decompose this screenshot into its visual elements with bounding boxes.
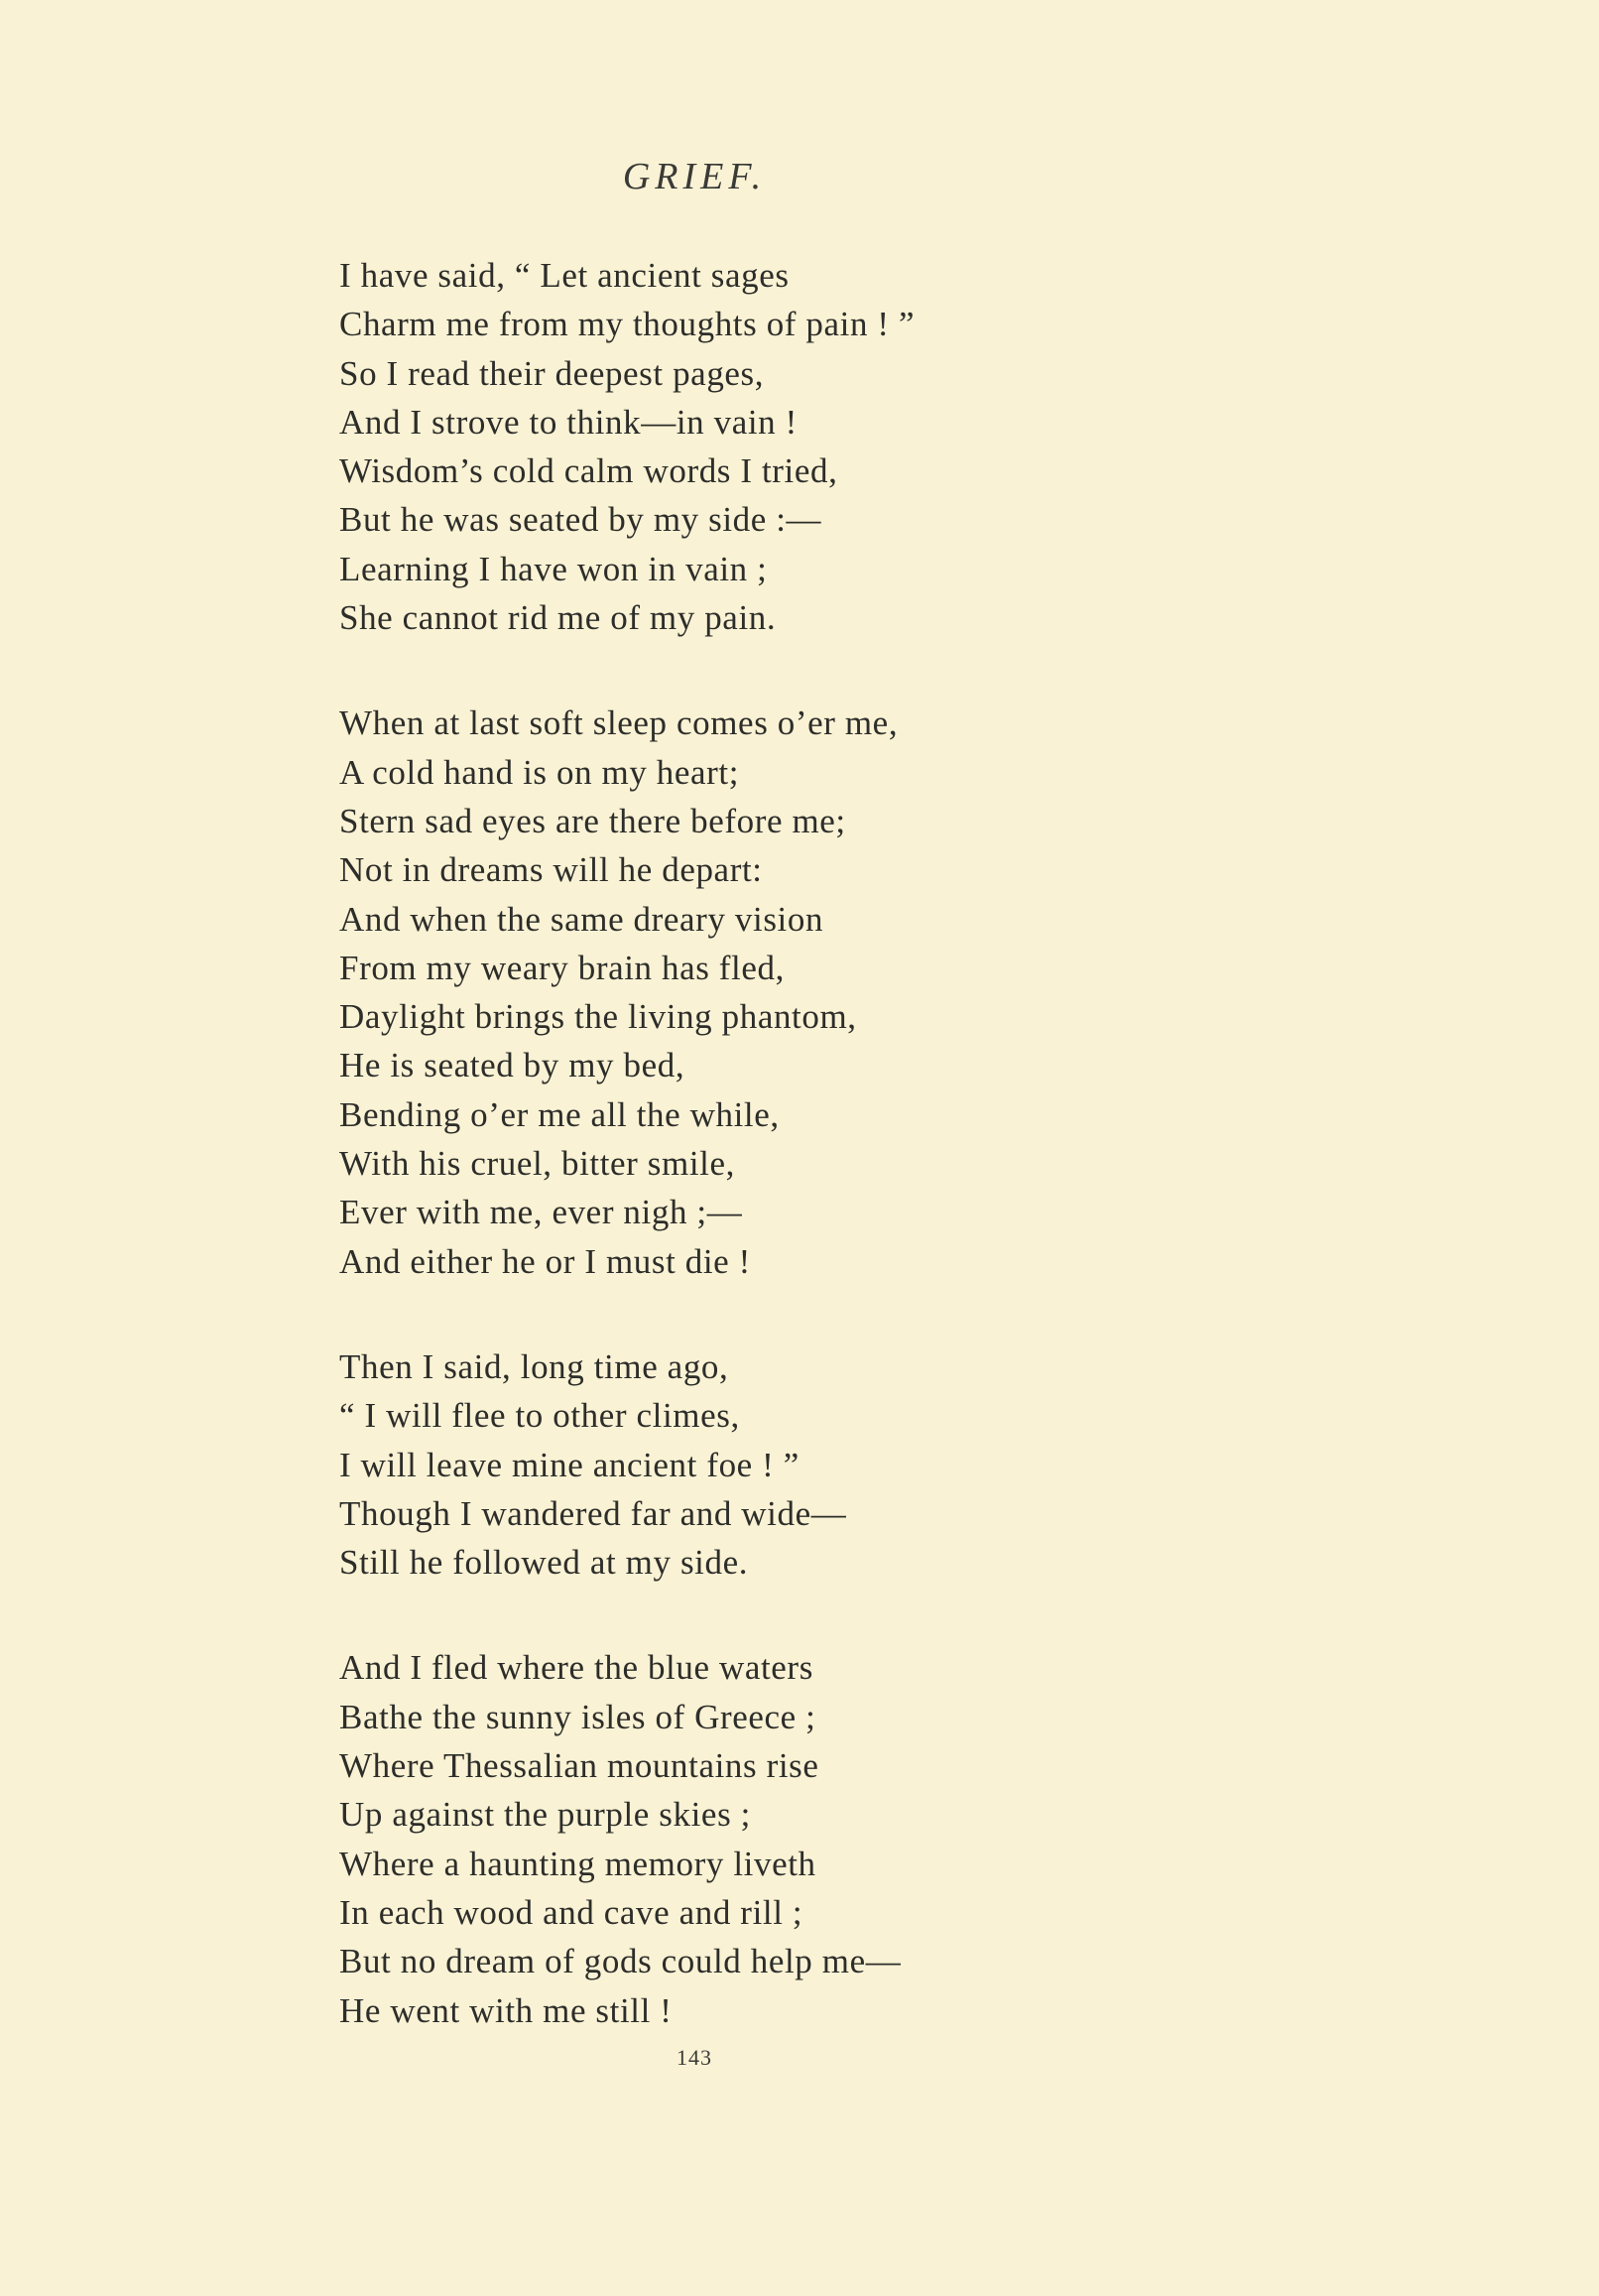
poem-line: Where Thessalian mountains rise (339, 1746, 819, 1786)
poem-body (339, 251, 915, 2035)
poem-line: A cold hand is on my heart; (339, 752, 740, 792)
poem-title: GRIEF. (622, 156, 767, 197)
poem-line: But no dream of gods could help me— (339, 1942, 902, 1981)
poem-line: Up against the purple skies ; (339, 1795, 751, 1835)
poem-line: Bending o’er me all the while, (339, 1094, 780, 1134)
page-number: 143 (676, 2045, 712, 2070)
poem-line: I will leave mine ancient foe ! ” (339, 1445, 800, 1484)
stanza-4 (339, 1643, 915, 2034)
poem-line: In each wood and cave and rill ; (339, 1892, 803, 1932)
poem-line: He went with me still ! (339, 1990, 673, 2030)
poem-line: Charm me from my thoughts of pain ! ” (339, 305, 916, 344)
poem-line: Then I said, long time ago, (339, 1346, 729, 1386)
poem-line: So I read their deepest pages, (339, 353, 765, 393)
poem-line: When at last soft sleep comes o’er me, (339, 703, 899, 743)
poem-line: Where a haunting memory liveth (339, 1844, 816, 1883)
poem-line: And I fled where the blue waters (339, 1648, 813, 1688)
poem-line: Bathe the sunny isles of Greece ; (339, 1697, 816, 1736)
poem-line: Daylight brings the living phantom, (339, 997, 857, 1037)
poem-line: Not in dreams will he depart: (339, 850, 763, 890)
poem-line: And I strove to think—in vain ! (339, 402, 798, 442)
poem-line: Learning I have won in vain ; (339, 549, 768, 588)
poem-line: With his cruel, bitter smile, (339, 1144, 735, 1184)
poem-line: He is seated by my bed, (339, 1046, 685, 1085)
stanza-2 (339, 699, 915, 1286)
poem-line: Stern sad eyes are there before me; (339, 801, 846, 840)
poem-line: Still he followed at my side. (339, 1543, 749, 1583)
poem-line: And when the same dreary vision (339, 899, 824, 939)
stanza-3 (339, 1342, 915, 1587)
stanza-1 (339, 251, 915, 642)
poem-line: Wisdom’s cold calm words I tried, (339, 451, 838, 491)
poem-line: She cannot rid me of my pain. (339, 598, 777, 638)
poem-line: I have said, “ Let ancient sages (339, 256, 790, 295)
poem-line: “ I will flee to other climes, (339, 1396, 740, 1436)
poem-line: And either he or I must die ! (339, 1241, 751, 1281)
poem-line: Ever with me, ever nigh ;— (339, 1193, 743, 1232)
poem-line: But he was seated by my side :— (339, 500, 822, 540)
poem-line: From my weary brain has fled, (339, 948, 785, 987)
poem-line: Though I wandered far and wide— (339, 1493, 847, 1533)
